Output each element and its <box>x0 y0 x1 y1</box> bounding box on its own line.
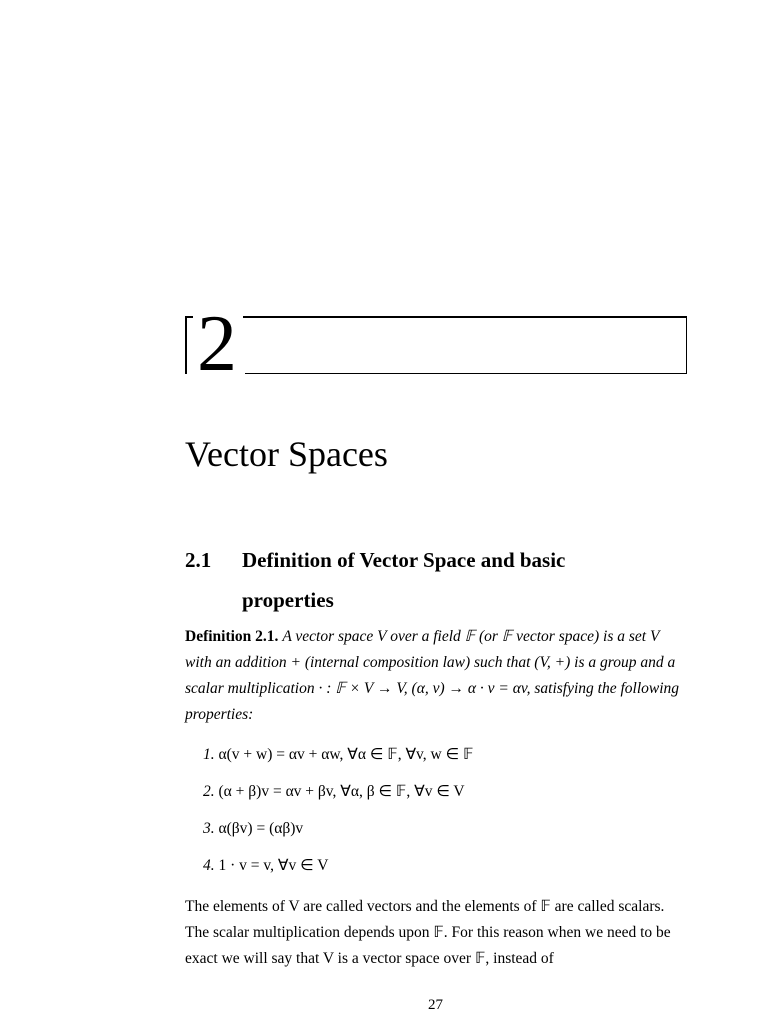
definition-label: Definition 2.1. <box>185 628 279 645</box>
chapter-box-bottom-rule <box>245 373 687 375</box>
section-number: 2.1 <box>185 548 212 572</box>
chapter-box-left-rule <box>185 316 187 374</box>
list-item <box>203 779 465 805</box>
chapter-number: 2 <box>197 300 237 388</box>
list-item-number: 1. <box>203 746 215 763</box>
section-title: Definition of Vector Space and basic properties <box>242 548 566 612</box>
body-paragraph: The elements of V are called vectors and the elements of 𝔽 are called scalars. The scalar multiplication depends upon 𝔽. For this reason when we need to be exact we will say that V is a vector space over 𝔽, instead of <box>185 898 671 967</box>
list-item <box>203 853 328 879</box>
chapter-box-right-rule <box>686 316 688 374</box>
list-item-number: 3. <box>203 820 215 837</box>
list-item-formula: α(v + w) = αv + αw, ∀α ∈ 𝔽, ∀v, w ∈ 𝔽 <box>218 746 474 763</box>
definition-text: A vector space V over a field 𝔽 (or 𝔽 vector space) is a set V with an addition + (internal composition law) such that (V, +) is a group and a scalar multiplication · : 𝔽 × V → V, (α, v) → α · v = αv, satisfying the following properties: <box>185 628 680 723</box>
list-item <box>203 742 473 768</box>
list-item-formula: α(βv) = (αβ)v <box>218 820 304 837</box>
page-number: 27 <box>428 997 443 1013</box>
list-item <box>203 816 303 842</box>
chapter-box-left-cap <box>185 316 193 318</box>
definition-block <box>185 624 685 728</box>
list-item-number: 2. <box>203 783 215 800</box>
chapter-box-top-rule <box>243 316 687 318</box>
list-item-formula: (α + β)v = αv + βv, ∀α, β ∈ 𝔽, ∀v ∈ V <box>218 783 465 800</box>
chapter-title: Vector Spaces <box>185 434 388 474</box>
chapter-header-box <box>185 300 687 388</box>
list-item-formula: 1 · v = v, ∀v ∈ V <box>218 857 329 874</box>
list-item-number: 4. <box>203 857 215 874</box>
